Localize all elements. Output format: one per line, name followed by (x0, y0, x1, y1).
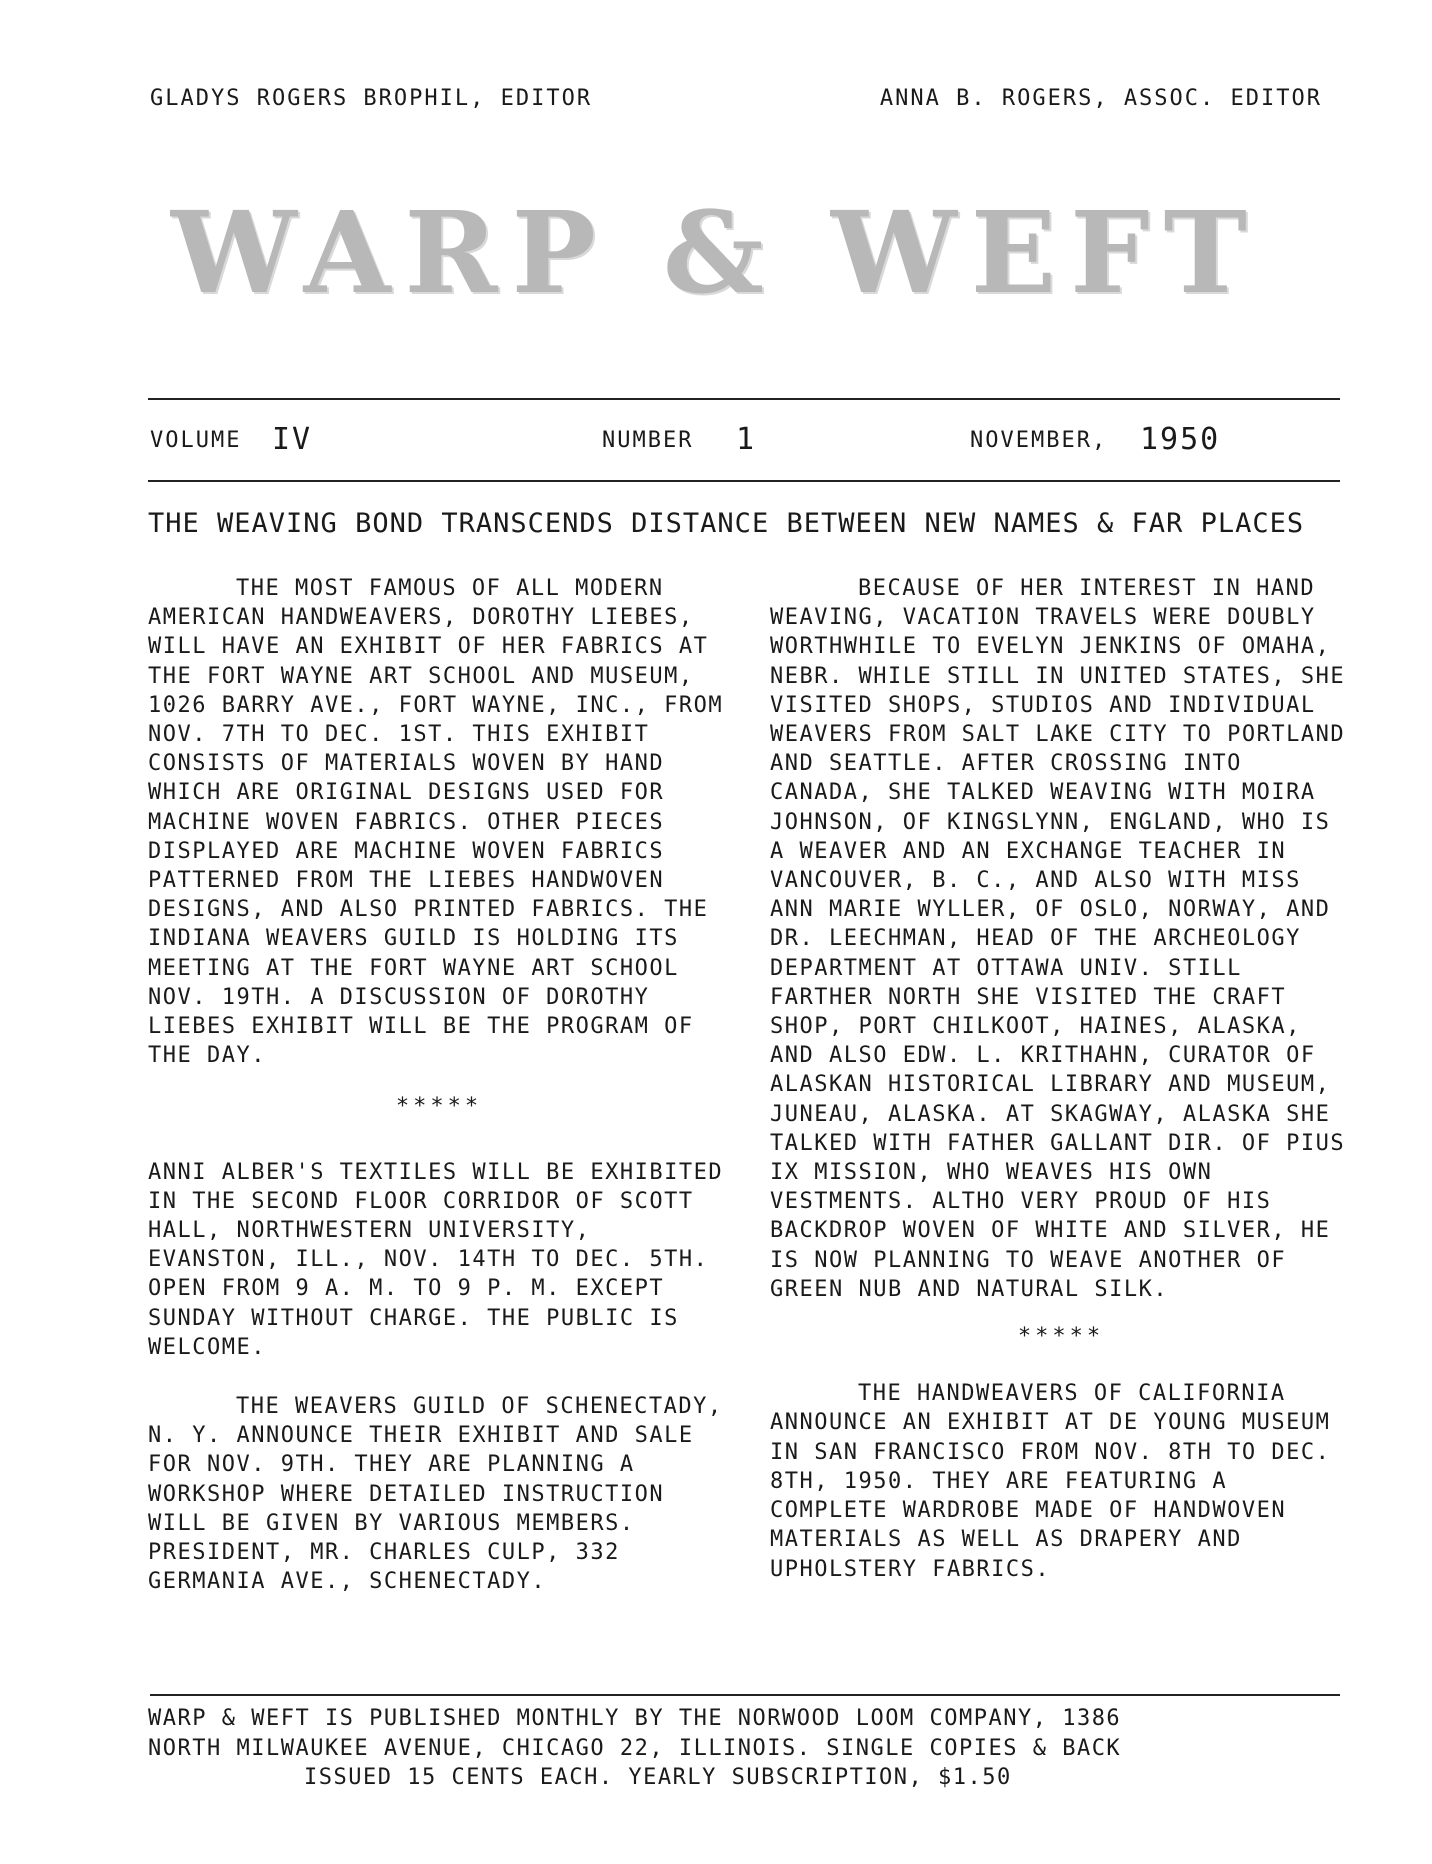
left-column (148, 574, 730, 1597)
number-label: NUMBER (602, 428, 694, 453)
section-separator: ***** (395, 1094, 483, 1120)
top-divider (148, 398, 1340, 400)
right-column (770, 574, 1352, 1584)
article-schenectady: THE WEAVERS GUILD OF SCHENECTADY, N. Y. ANNOUNCE THEIR EXHIBIT AND SALE FOR NOV. 9TH. THEY ARE PLANNING A WORKSHOP WHERE DETAILED INSTRUCTION WILL BE GIVEN BY VARIOUS MEMBERS. PRESIDENT, MR. CHARLES CULP, 332 GERMANIA AVE., SCHENECTADY. (148, 1394, 723, 1595)
issue-year: 1950 (1140, 422, 1221, 457)
editor-name: GLADYS ROGERS BROPHIL, EDITOR (150, 86, 593, 111)
volume-label: VOLUME (150, 428, 242, 453)
masthead-title: WARP & WEFT (171, 188, 1261, 319)
article-liebes: THE MOST FAMOUS OF ALL MODERN AMERICAN HANDWEAVERS, DOROTHY LIEBES, WILL HAVE AN EXHIBIT OF HER FABRICS AT THE FORT WAYNE ART SCHOOL AND MUSEUM, 1026 BARRY AVE., FORT WAYNE, INC., FROM NOV. 7TH TO DEC. 1ST. THIS EXHIBIT CONSISTS OF MATERIALS WOVEN BY HAND WHICH ARE ORIGINAL DESIGNS USED FOR MACHINE WOVEN FABRICS. OTHER PIECES DISPLAYED ARE MACHINE WOVEN FABRICS PATTERNED FROM THE LIEBES HANDWOVEN DESIGNS, AND ALSO PRINTED FABRICS. THE INDIANA WEAVERS GUILD IS HOLDING ITS MEETING AT THE FORT WAYNE ART SCHOOL NOV. 19TH. A DISCUSSION OF DOROTHY LIEBES EXHIBIT WILL BE THE PROGRAM OF THE DAY. (148, 576, 724, 1069)
publication-footer (148, 1704, 1348, 1793)
footer-divider (150, 1694, 1340, 1696)
header-divider (148, 480, 1340, 482)
issue-number: 1 (736, 422, 757, 457)
footer-line-2: NORTH MILWAUKEE AVENUE, CHICAGO 22, ILLINOIS. SINGLE COPIES & BACK (148, 1735, 1122, 1761)
footer-line-3: ISSUED 15 CENTS EACH. YEARLY SUBSCRIPTION, $1.50 (304, 1765, 1012, 1790)
editors-line (150, 86, 1322, 111)
article-california: THE HANDWEAVERS OF CALIFORNIA ANNOUNCE AN EXHIBIT AT DE YOUNG MUSEUM IN SAN FRANCISCO FROM NOV. 8TH TO DEC. 8TH, 1950. THEY ARE FEATURING A COMPLETE WARDROBE MADE OF HANDWOVEN MATERIALS AS WELL AS DRAPERY AND UPHOLSTERY FABRICS. (770, 1381, 1331, 1582)
date-label: NOVEMBER, (970, 428, 1108, 453)
assoc-editor-name: ANNA B. ROGERS, ASSOC. EDITOR (879, 86, 1322, 111)
article-jenkins: BECAUSE OF HER INTEREST IN HAND WEAVING, VACATION TRAVELS WERE DOUBLY WORTHWHILE TO EVELYN JENKINS OF OMAHA, NEBR. WHILE STILL IN UNITED STATES, SHE VISITED SHOPS, STUDIOS AND INDIVIDUAL WEAVERS FROM SALT LAKE CITY TO PORTLAND AND SEATTLE. AFTER CROSSING INTO CANADA, SHE TALKED WEAVING WITH MOIRA JOHNSON, OF KINGSLYNN, ENGLAND, WHO IS A WEAVER AND AN EXCHANGE TEACHER IN VANCOUVER, B. C., AND ALSO WITH MISS ANN MARIE WYLLER, OF OSLO, NORWAY, AND DR. LEECHMAN, HEAD OF THE ARCHEOLOGY DEPARTMENT AT OTTAWA UNIV. STILL FARTHER NORTH SHE VISITED THE CRAFT SHOP, PORT CHILKOOT, HAINES, ALASKA, AND ALSO EDW. L. KRITHAHN, CURATOR OF ALASKAN HISTORICAL LIBRARY AND MUSEUM, JUNEAU, ALASKA. AT SKAGWAY, ALASKA SHE TALKED WITH FATHER GALLANT DIR. OF PIUS IX MISSION, WHO WEAVES HIS OWN VESTMENTS. ALTHO VERY PROUD OF HIS BACKDROP WOVEN OF WHITE AND SILVER, HE IS NOW PLANNING TO WEAVE ANOTHER OF GREEN NUB AND NATURAL SILK. (770, 576, 1346, 1302)
footer-line-1: WARP & WEFT IS PUBLISHED MONTHLY BY THE NORWOOD LOOM COMPANY, 1386 (148, 1706, 1122, 1731)
section-separator: ***** (1017, 1324, 1105, 1350)
article-albers: ANNI ALBER'S TEXTILES WILL BE EXHIBITED IN THE SECOND FLOOR CORRIDOR OF SCOTT HALL, NORTHWESTERN UNIVERSITY, EVANSTON, ILL., NOV. 14TH TO DEC. 5TH. OPEN FROM 9 A. M. TO 9 P. M. EXCEPT SUNDAY WITHOUT CHARGE. THE PUBLIC IS WELCOME. (148, 1159, 724, 1360)
volume-number: IV (272, 422, 313, 457)
headline: THE WEAVING BOND TRANSCENDS DISTANCE BETWEEN NEW NAMES & FAR PLACES (148, 508, 1305, 539)
